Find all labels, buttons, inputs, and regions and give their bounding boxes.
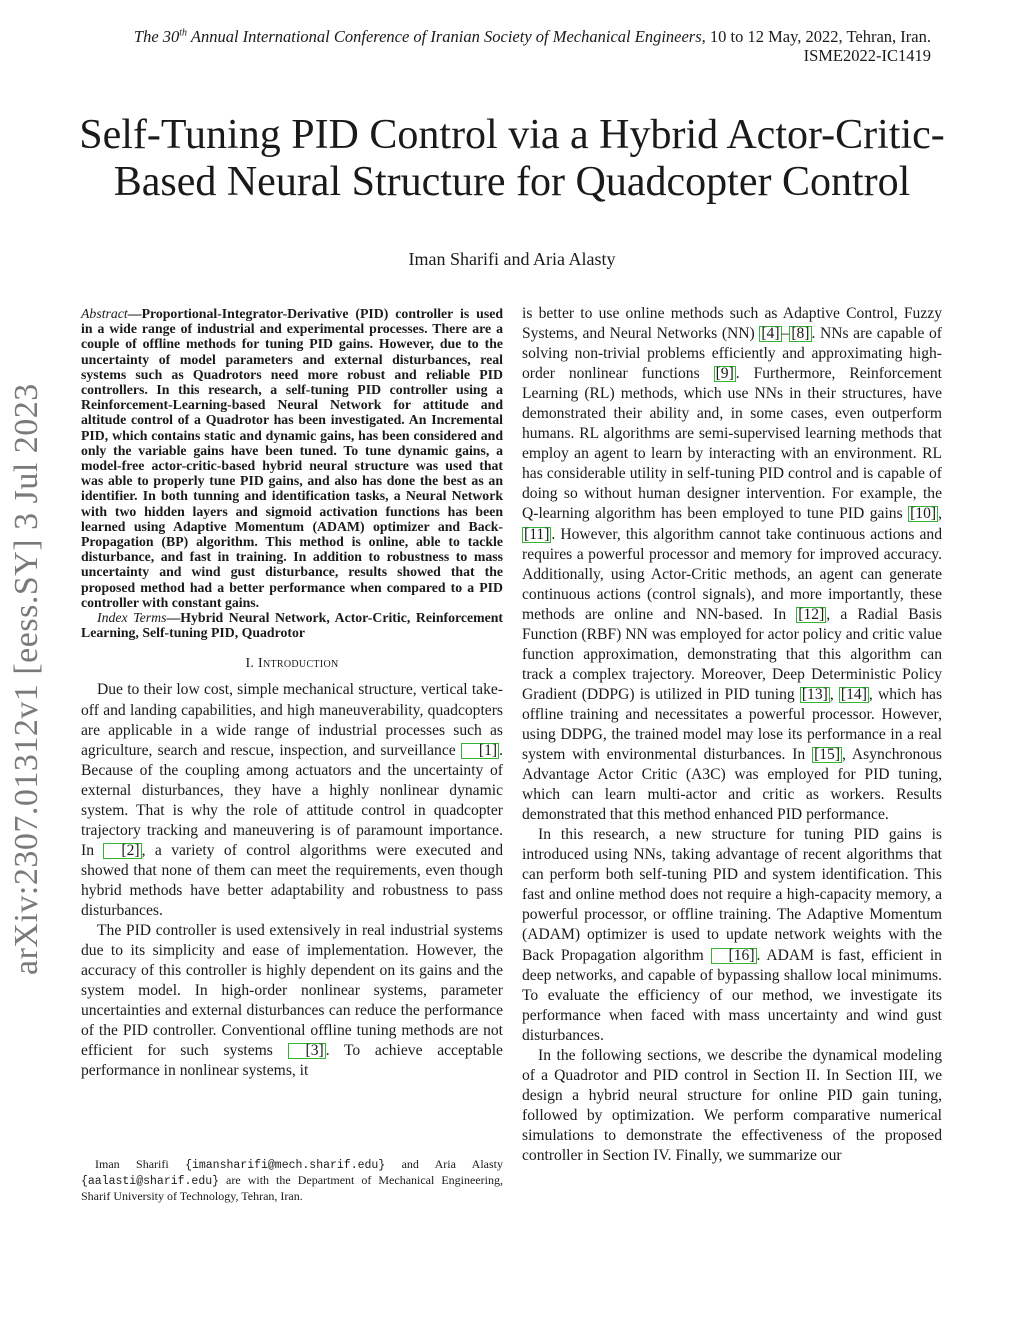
index-terms-lead: Index Terms xyxy=(97,610,167,626)
index-terms xyxy=(81,610,503,640)
author-footnote: Iman Sharifi {imansharifi@mech.sharif.edu} and Aria Alasty {aalasti@sharif.edu} are with the Department of Mechanical Engineering, Sharif University of Technology, Tehran, Iran. xyxy=(81,1157,503,1203)
index-terms-text: —Hybrid Neural Network, Actor-Critic, Reinforcement Learning, Self-tuning PID, Quadrotor xyxy=(81,610,503,641)
citation-link[interactable]: [1] xyxy=(461,743,499,759)
intro-paragraph-1: Due to their low cost, simple mechanical structure, vertical take-off and landing capabilities, and high maneuverability, quadcopters are applicable in a wide range of industrial processes such as agriculture, search and rescue, inspection, and surveillance [1] . Because of the coupling among actuators and the uncertainty of external disturbances, they have a highly nonlinear dynamic system. That is why the role of attitude control in quadcopter trajectory tracking and maneuvering is of paramount importance. In [2] , a variety of control algorithms were executed and showed that none of them can meet the requirements, even though hybrid methods have better adaptability and robustness to pass disturbances. xyxy=(81,681,504,919)
intro-paragraph-2: The PID controller is used extensively in real industrial systems due to its simplicity and ease of implementation. However, the accuracy of this controller is highly dependent on its gains and the system model. In high-order nonlinear systems, parameter uncertainties and external disturbances can reduce the performance of the PID controller. Conventional offline tuning methods are not efficient for such systems [3] . To achieve acceptable performance in nonlinear systems, it xyxy=(81,922,503,1080)
conference-header xyxy=(60,27,931,47)
paper-code: ISME2022-IC1419 xyxy=(803,46,931,65)
citation-link[interactable]: [4] xyxy=(761,325,780,343)
intro-paragraph-5: In the following sections, we describe the dynamical modeling of a Quadrotor and PID control in Section II. In Section III, we design a hybrid neural structure for online PID gain tuning, followed by optimization. We perform comparative numerical simulations to demonstrate the effectiveness of the proposed controller in Section IV. Finally, we summarize our xyxy=(522,1046,942,1164)
citation-link[interactable]: [16] xyxy=(711,948,757,964)
right-column xyxy=(522,304,942,1166)
email-link[interactable]: {aalasti@sharif.edu} xyxy=(81,1175,220,1188)
citation-link[interactable]: [2] xyxy=(103,843,141,859)
conf-prefix: The 30 xyxy=(133,27,180,46)
email-link[interactable]: {imansharifi@mech.sharif.edu} xyxy=(185,1159,386,1172)
citation-link[interactable]: [9] xyxy=(715,365,734,383)
citation-link[interactable]: [13] xyxy=(801,685,828,703)
paper-title: Self-Tuning PID Control via a Hybrid Actor-Critic-Based Neural Structure for Quadcopter Control xyxy=(79,112,945,206)
arxiv-stamp[interactable]: arXiv:2307.01312v1 [eess.SY] 3 Jul 2023 xyxy=(8,383,45,975)
citation-link[interactable]: [10] xyxy=(910,505,937,523)
citation-link[interactable]: [8] xyxy=(791,325,810,343)
conf-sup: th xyxy=(179,27,188,39)
section-heading-introduction: I. Introduction xyxy=(245,656,339,672)
citation-link[interactable]: [14] xyxy=(840,685,867,703)
left-column xyxy=(81,306,503,1081)
conf-date: 10 to 12 May, 2022, Tehran, Iran. xyxy=(705,27,931,46)
citation-link[interactable]: [15] xyxy=(814,746,841,764)
intro-paragraph-3: is better to use online methods such as Adaptive Control, Fuzzy Systems, and Neural Networks (NN) [4] – [8] . NNs are capable of solving non-trivial problems efficiently and approximating high-order nonlinear functions [9] . Furthermore, Reinforcement Learning (RL) methods, which use NNs in their structures, have demonstrated their ability and, in some cases, even outperform humans. RL algorithms are semi-supervised learning methods that employ an agent to learn by interacting with an environment. RL has considerable utility in self-tuning PID control and is capable of doing so without human designer intervention. For example, the Q-learning algorithm has been employed to tune PID gains [10] , [11] . However, this algorithm cannot take continuous actions and requires a powerful processor and memory for improved accuracy. Additionally, using Actor-Critic methods, an agent can generate continuous actions (control signals), and more importantly, these methods are online and NN-based. In [12] , a Radial Basis Function (RBF) NN was employed for actor policy and critic value function approximation, demonstrating that this algorithm can track a complex trajectory. Moreover, Deep Deterministic Policy Gradient (DDPG) is utilized in PID tuning [13] , [14] , which has offline training and necessitates a powerful processor. However, using DDPG, the trained model may lose its performance in a real system with environmental disturbances. In [15] , Asynchronous Advantage Actor Critic (A3C) was employed for PID tuning, which can learn multi-actor and critic as workers. Results demonstrated that this method enhanced PID performance. xyxy=(522,305,943,824)
citation-link[interactable]: [12] xyxy=(798,605,825,623)
citation-link[interactable]: [11] xyxy=(524,525,550,543)
intro-paragraph-4: In this research, a new structure for tuning PID gains is introduced using NNs, taking advantage of recent algorithms that can perform both self-tuning PID and system identification. This fast and online method does not require a high-capacity memory, a powerful processor, or offline training. The Adaptive Momentum (ADAM) optimizer is used to update network weights with the Back Propagation algorithm [16] . ADAM is fast, efficient in deep networks, and capable of bypassing shallow local minimums. To evaluate the efficiency of our method, we investigate its performance when faced with mass uncertainty and wind gust disturbances. xyxy=(522,826,942,1044)
abstract-lead: Abstract xyxy=(81,306,128,321)
abstract-text: —Proportional-Integrator-Derivative (PID) controller is used in a wide range of industrial and experimental processes. There are a couple of offline methods for tuning PID gains. However, due to the uncertainty of model parameters and external disturbances, real systems such as Quadrotors need more robust and reliable PID controllers. In this research, a self-tuning PID controller using a Reinforcement-Learning-based Neural Network for attitude and altitude control of a Quadrotor has been investigated. An Incremental PID, which contains static and dynamic gains, has been considered and only the variable gains have been tuned. To tune dynamic gains, a model-free actor-critic-based hybrid neural structure was used that was able to properly tune PID gains, and also has done the best as an identifier. In both tunning and identification tasks, a Neural Network with two hidden layers and sigmoid activation functions has been learned using Adaptive Momentum (ADAM) optimizer and Back-Propagation (BP) algorithm. This method is online, able to tackle disturbance, and fast in training. In addition to robustness to mass uncertainty and wind gust disturbance, results showed that the proposed method had a better performance when compared to a PID controller with constant gains. xyxy=(81,306,503,610)
conf-name: Annual International Conference of Iranian Society of Mechanical Engineers, xyxy=(187,27,706,46)
citation-link[interactable]: [3] xyxy=(288,1043,326,1059)
paper-authors: Iman Sharifi and Aria Alasty xyxy=(408,249,616,269)
abstract xyxy=(81,306,503,610)
